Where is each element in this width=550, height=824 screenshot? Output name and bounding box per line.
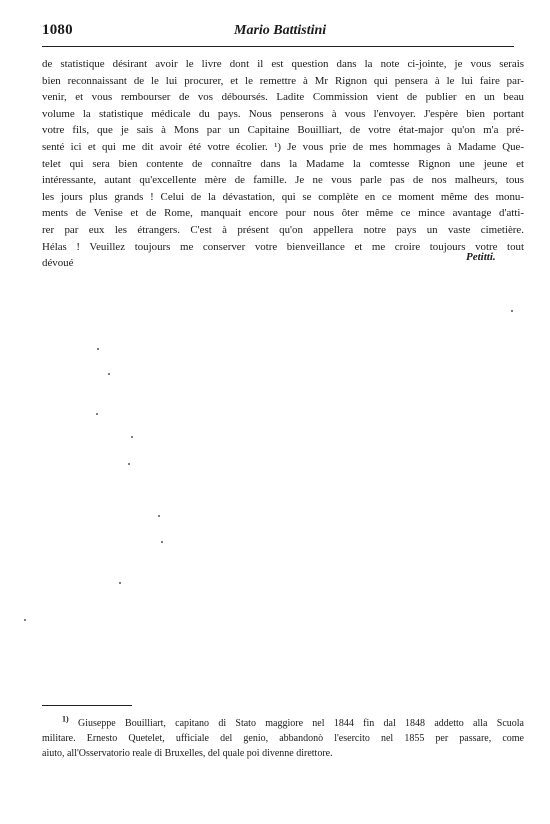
- signature: Petitti.: [466, 251, 496, 263]
- footnote-line: militare. Ernesto Quetelet, ufficiale del genio, abbandonò l'esercito nel 1855 per passare, come: [42, 733, 524, 744]
- body-line: dévoué: [42, 257, 74, 270]
- scan-speck: [24, 619, 26, 621]
- running-head: Mario Battistini: [234, 23, 327, 38]
- scan-speck: [108, 373, 110, 375]
- body-line: de statistique désirant avoir le livre dont il est question dans la note ci-jointe, je vous serais: [42, 58, 524, 70]
- body-line: venir, et vous rembourser de vos déboursés. Ladite Commission vient de publier en un beau: [42, 91, 524, 104]
- body-line: volume la statistique médicale du pays. Nous penserons à vous l'envoyer. J'espère bien portant: [42, 107, 524, 120]
- letter-body: [42, 56, 524, 272]
- footnote-line: [42, 716, 524, 731]
- scan-speck: [128, 463, 130, 465]
- body-line: intéressante, autant qu'excellente mère de famille. Je ne vous parle pas de nos malheurs, tous: [42, 174, 524, 187]
- body-line: senté ici et qui me dit avoir été votre écolier. ¹) Je vous prie de mes hommages à Madame Que-: [42, 140, 524, 153]
- body-line: telet qui sera bien contente de connaître dans la Madame la comtesse Rignon une jeune et: [42, 157, 524, 170]
- page-number: 1080: [42, 22, 73, 38]
- scan-speck: [97, 348, 99, 350]
- footnote-line: aiuto, all'Osservatorio reale di Bruxelles, del quale poi divenne direttore.: [42, 748, 333, 759]
- footnote-text: Giuseppe Bouilliart, capitano di Stato maggiore nel 1844 fin dal 1848 addetto alla Scuola: [77, 718, 524, 729]
- body-line: les jours plus grands ! Celui de la dévastation, qui se complète en ce moment même des monu-: [42, 190, 524, 203]
- scan-speck: [119, 582, 121, 584]
- scan-speck: [158, 515, 160, 517]
- body-line: votre fils, que je sais à Mons par un Capitaine Bouilliart, de votre état-major qu'on m'a pré-: [42, 124, 524, 137]
- scan-speck: [96, 413, 98, 415]
- body-line: rer par eux les étrangers. C'est à présent qu'on appellera notre pays un vaste cimetière.: [42, 223, 524, 236]
- scan-speck: [161, 541, 163, 543]
- body-line: bien reconnaissant de le lui procurer, et le remettre à Mr Rignon qui pensera à le lui faire par-: [42, 74, 524, 87]
- scan-speck: [511, 310, 513, 312]
- page-header: [42, 22, 514, 44]
- footnotes: [42, 716, 524, 761]
- header-rule: [42, 46, 514, 47]
- scan-speck: [131, 436, 133, 438]
- footnote-rule: [42, 705, 132, 706]
- body-line: ments de Venise et de Rome, manquait encore pour nous ôter même ce mince avantage d'atti-: [42, 207, 524, 220]
- body-line: Hélas ! Veuillez toujours me conserver votre bienveillance et me croire toujours votre tout: [42, 240, 524, 253]
- footnote-marker: 1): [62, 716, 69, 724]
